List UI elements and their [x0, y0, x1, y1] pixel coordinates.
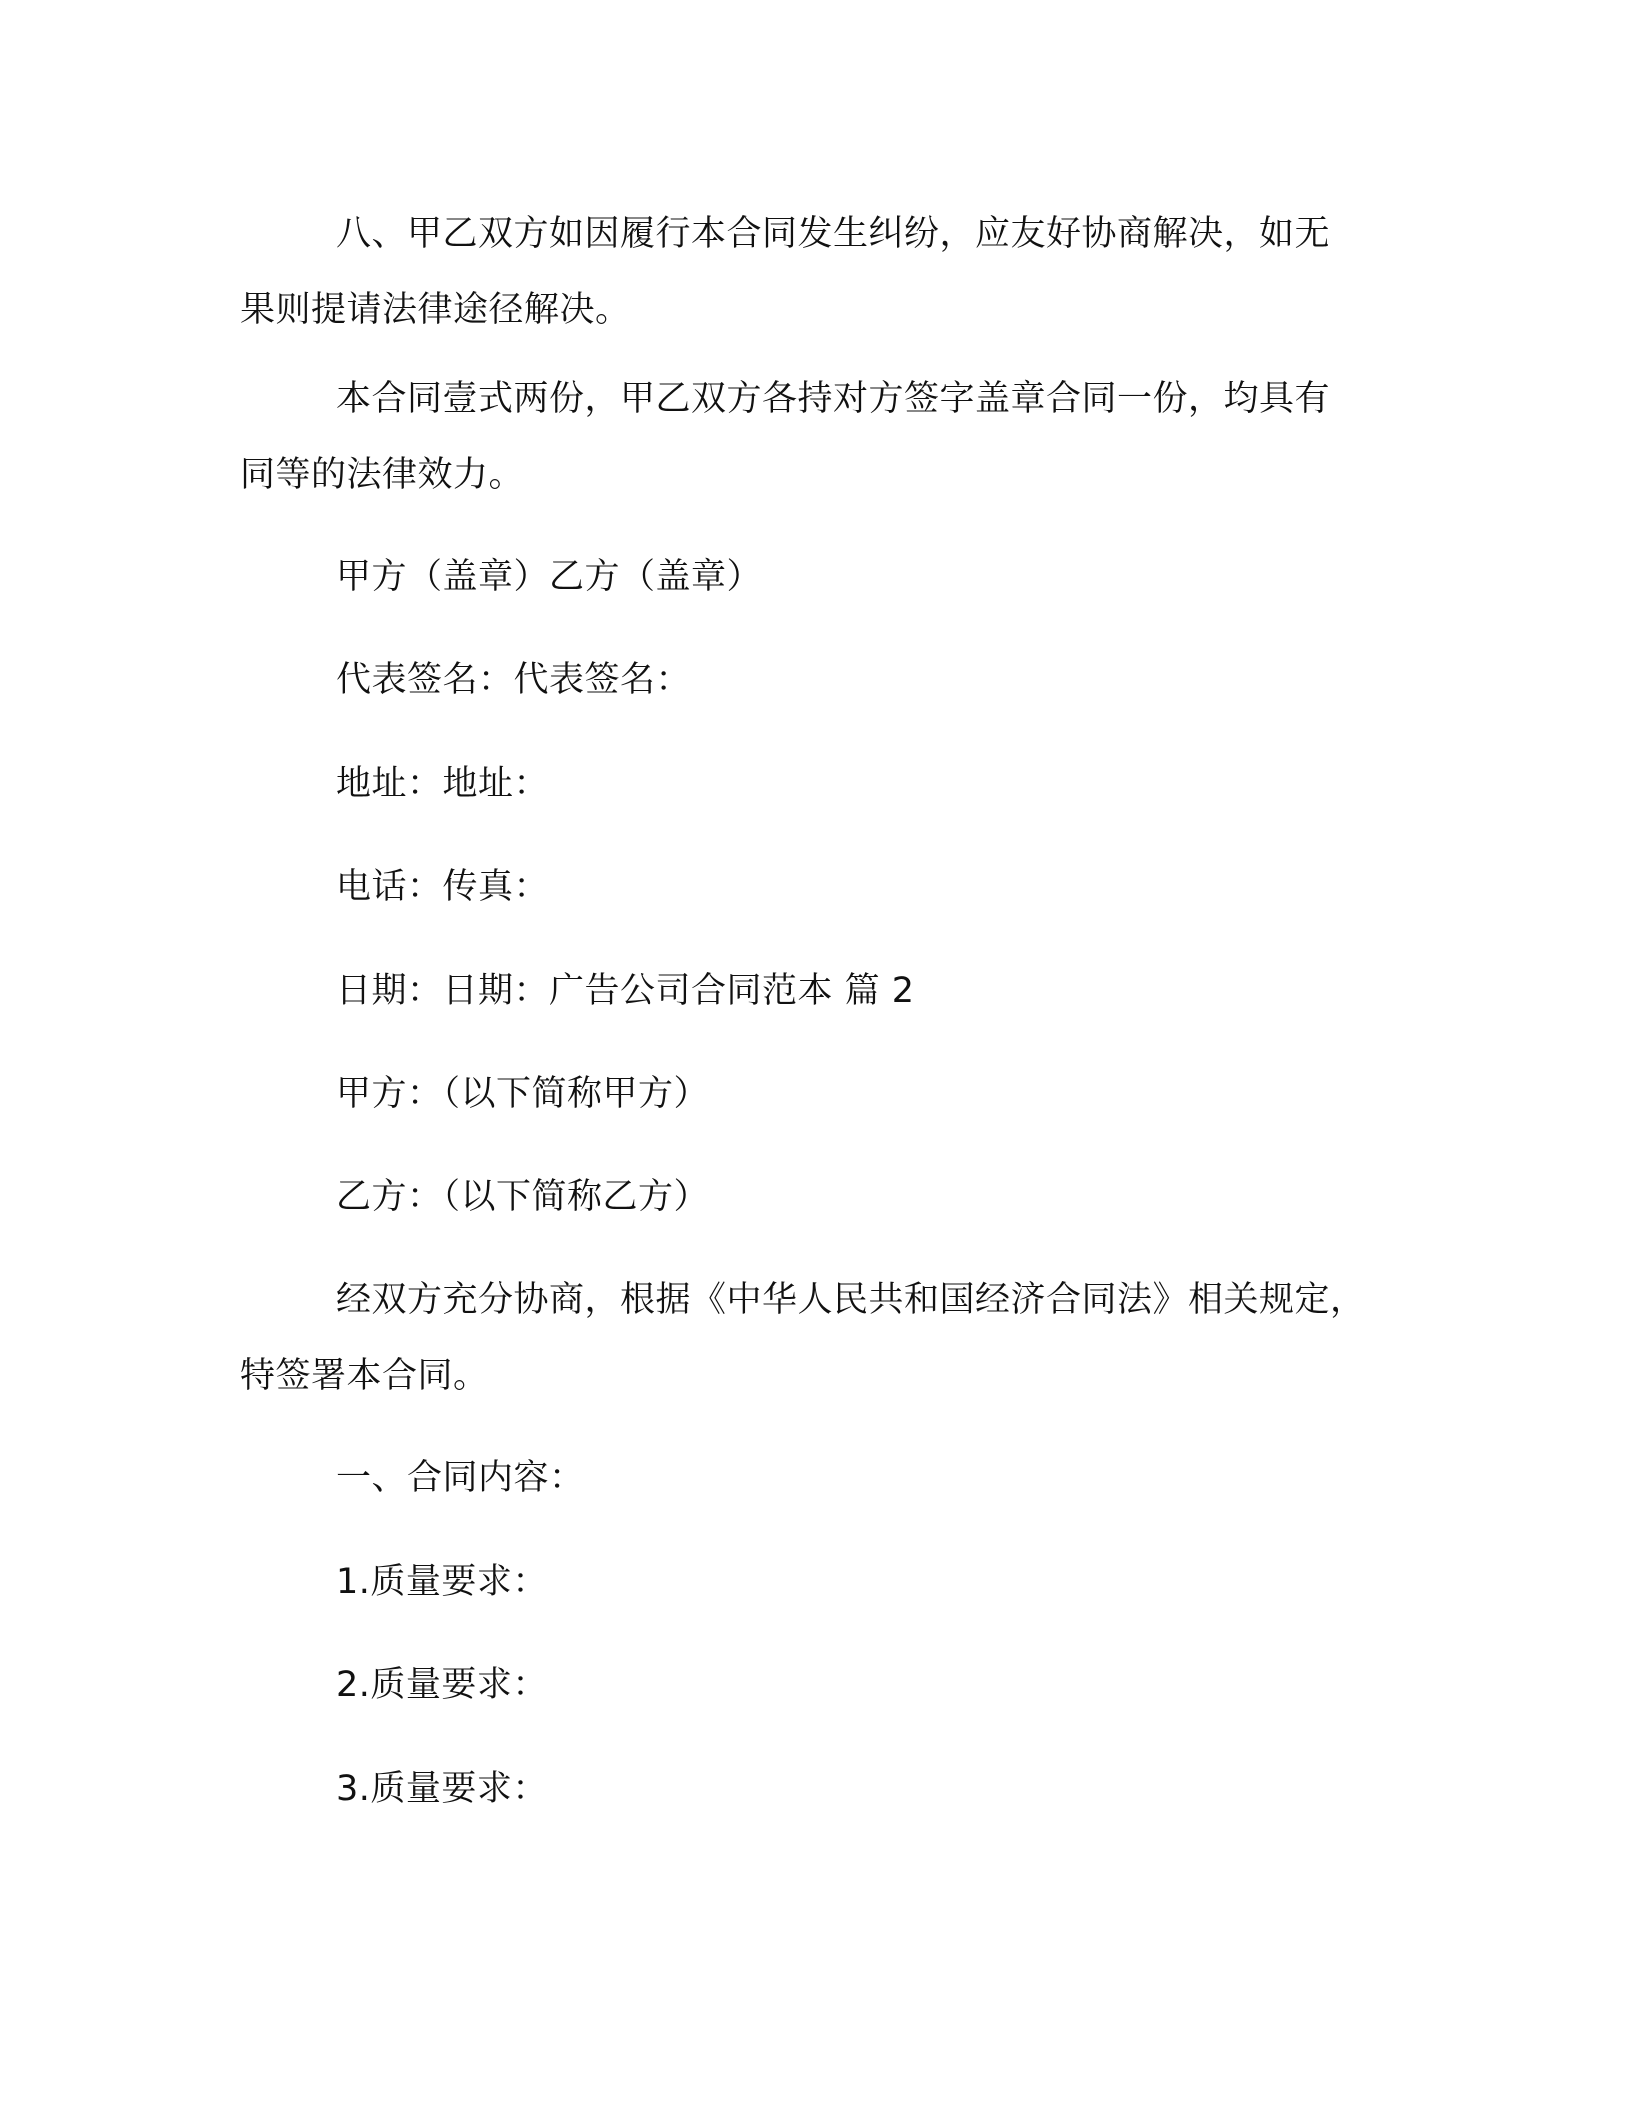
- section-1-heading: 一、合同内容：: [336, 1458, 585, 1498]
- copies-line-1: 本合同壹式两份，甲乙双方各持对方签字盖章合同一份，均具有: [336, 379, 1331, 419]
- party-b-line: 乙方：（以下简称乙方）: [336, 1177, 710, 1217]
- basis-line-2: 特签署本合同。: [240, 1356, 489, 1396]
- clause-8-line-1: 八、甲乙双方如因履行本合同发生纠纷，应友好协商解决，如无: [336, 214, 1331, 254]
- representative-signature-line: 代表签名：代表签名：: [336, 660, 692, 700]
- basis-line-1: 经双方充分协商，根据《中华人民共和国经济合同法》相关规定，: [336, 1280, 1366, 1320]
- clause-8-paragraph: [240, 196, 1420, 348]
- quality-item-1: 1.质量要求：: [336, 1562, 548, 1602]
- seal-line: 甲方（盖章）乙方（盖章）: [336, 557, 763, 597]
- quality-item-2: 2.质量要求：: [336, 1665, 548, 1705]
- copies-line-2: 同等的法律效力。: [240, 455, 525, 495]
- clause-8-line-2: 果则提请法律途径解决。: [240, 290, 631, 330]
- quality-item-3: 3.质量要求：: [336, 1769, 548, 1809]
- phone-fax-line: 电话：传真：: [336, 867, 550, 907]
- basis-paragraph: [240, 1262, 1420, 1414]
- address-line: 地址：地址：: [336, 764, 550, 804]
- copies-paragraph: [240, 361, 1420, 513]
- date-line: 日期：日期：广告公司合同范本 篇 2: [336, 971, 915, 1011]
- party-a-line: 甲方：（以下简称甲方）: [336, 1074, 710, 1114]
